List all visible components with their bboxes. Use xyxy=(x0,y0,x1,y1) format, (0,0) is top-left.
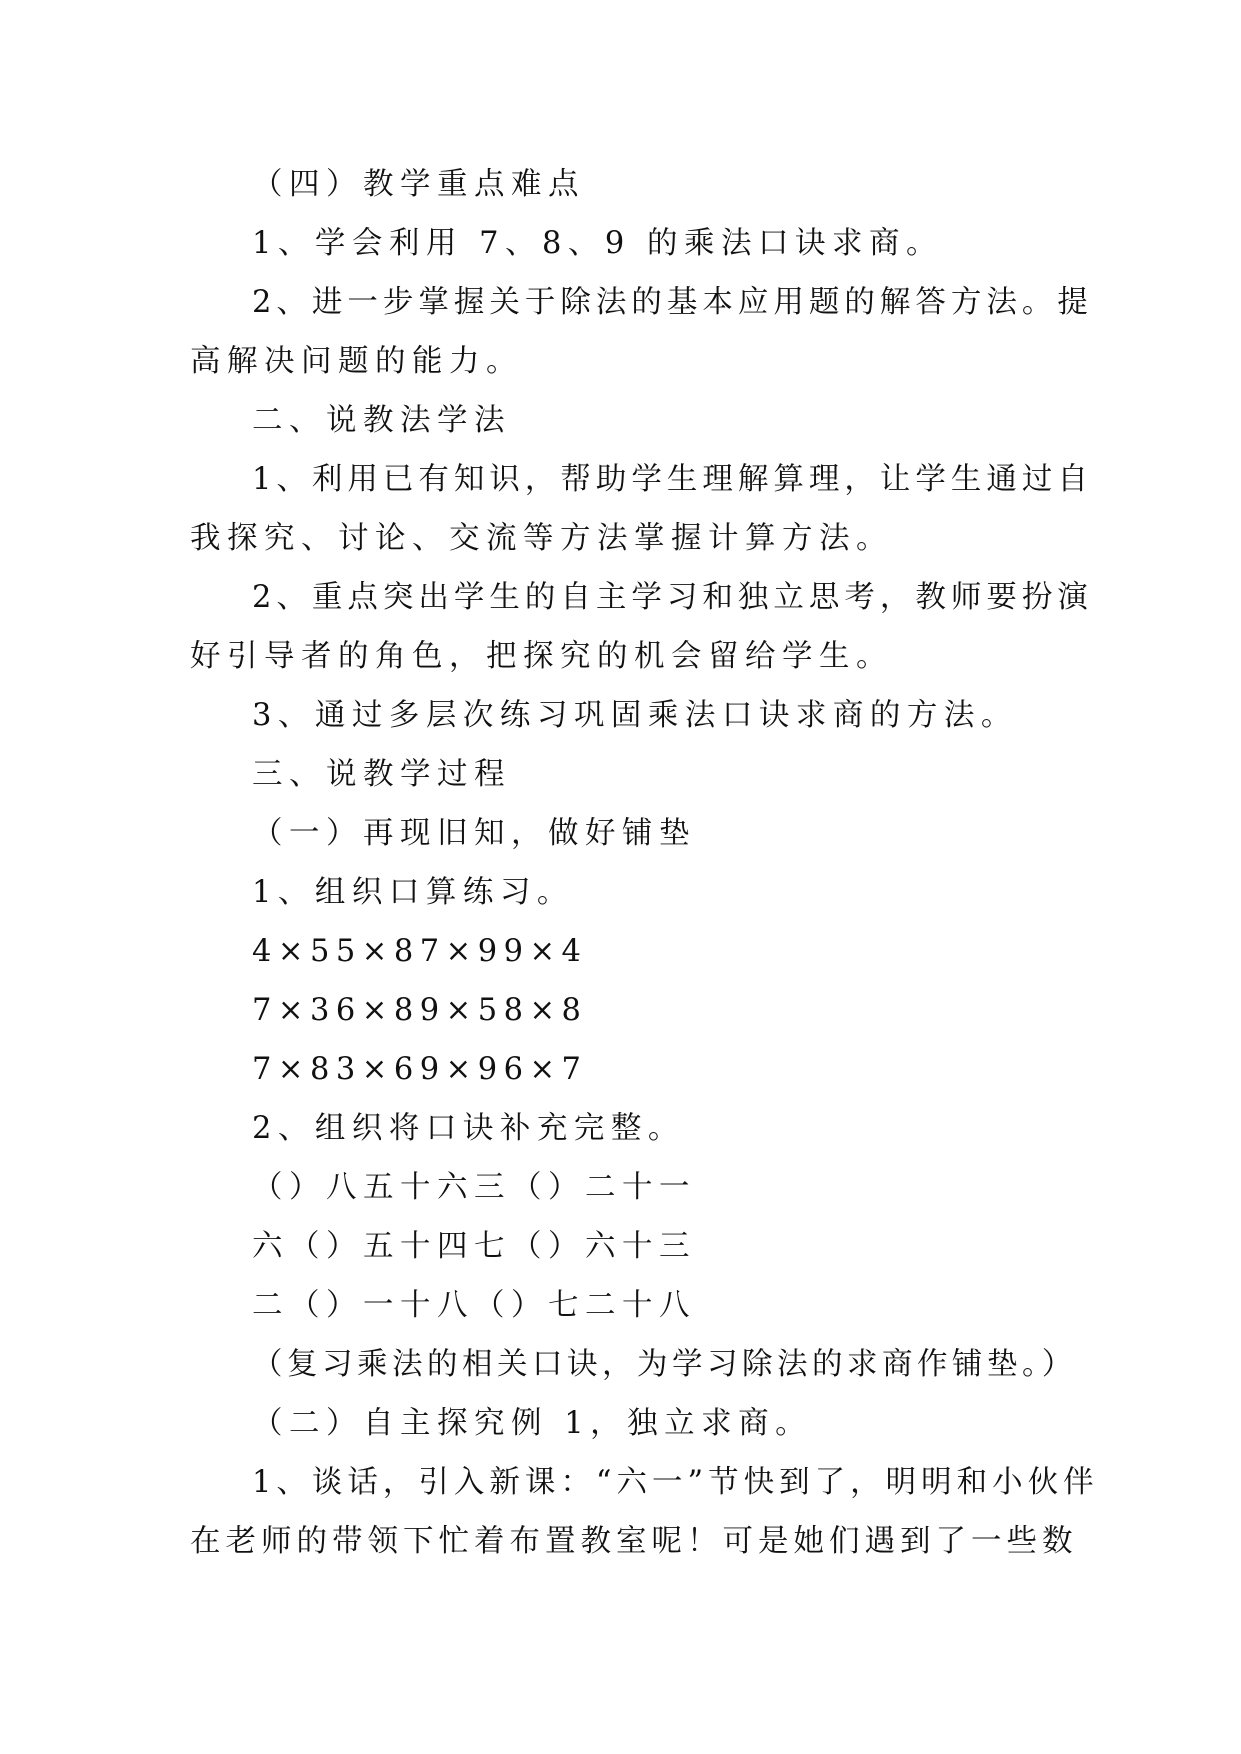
paragraph-continuation: 好引导者的角色，把探究的机会留给学生。 xyxy=(190,639,893,674)
exercise-line: 4×55×87×99×4 xyxy=(252,934,588,969)
paragraph-continuation: 高解决问题的能力。 xyxy=(190,344,523,379)
paragraph-continuation: 我探究、讨论、交流等方法掌握计算方法。 xyxy=(190,521,893,556)
paragraph: 1、利用已有知识，帮助学生理解算理，让学生通过自 xyxy=(252,462,1093,497)
exercise-line: 7×36×89×58×8 xyxy=(252,993,588,1028)
section-heading-methods: 二、说教法学法 xyxy=(252,403,511,438)
paragraph: 1、组织口算练习。 xyxy=(252,875,574,910)
paragraph: 1、学会利用 7、8、9 的乘法口诀求商。 xyxy=(252,226,944,261)
exercise-line: 六（）五十四七（）六十三 xyxy=(252,1229,696,1264)
subsection-heading: （二）自主探究例 1，独立求商。 xyxy=(252,1406,813,1441)
paragraph: 2、组织将口诀补充完整。 xyxy=(252,1111,685,1146)
paragraph: （复习乘法的相关口诀，为学习除法的求商作铺垫。） xyxy=(252,1347,1077,1382)
paragraph: 3、通过多层次练习巩固乘法口诀求商的方法。 xyxy=(252,698,1018,733)
section-heading-process: 三、说教学过程 xyxy=(252,757,511,792)
exercise-line: （）八五十六三（）二十一 xyxy=(252,1170,696,1205)
paragraph: 2、重点突出学生的自主学习和独立思考，教师要扮演 xyxy=(252,580,1093,615)
paragraph: 2、进一步掌握关于除法的基本应用题的解答方法。提 xyxy=(252,285,1093,320)
exercise-line: 二（）一十八（）七二十八 xyxy=(252,1288,696,1323)
subsection-heading: （一）再现旧知，做好铺垫 xyxy=(252,816,696,851)
section-heading-teaching-focus: （四）教学重点难点 xyxy=(252,167,585,202)
paragraph-continuation: 在老师的带领下忙着布置教室呢！可是她们遇到了一些数 xyxy=(190,1524,1078,1559)
paragraph: 1、谈话，引入新课：“六一”节快到了，明明和小伙伴 xyxy=(252,1465,1099,1500)
exercise-line: 7×83×69×96×7 xyxy=(252,1052,588,1087)
